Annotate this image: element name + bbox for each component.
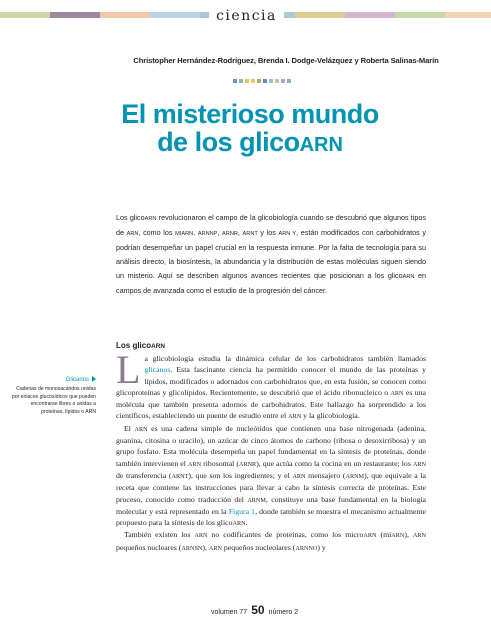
abstract-text: revolucionaron el campo de la glicobiología cuando se descubrió que algunos tipos de [116,213,426,237]
title-line-1: El misterioso mundo [121,99,379,129]
body-text: pequeños nucleares ( [116,542,182,552]
section-label: ciencia [209,8,284,25]
body-text: ribosomal ( [201,458,239,468]
body-text: ), que equivale a la receta que contiene las instrucciones para llevar a cabo la síntesis correcta de proteínas. Este proceso, conocido como traducción del [116,470,426,504]
body-acronym: ARNM [345,472,365,480]
body-paragraph [116,423,426,530]
body-acronym: ARN [232,520,246,528]
square-mark [251,79,255,83]
header-rule-segment [445,12,491,18]
glossary-term [10,376,96,384]
body-text: ) y [317,542,326,552]
body-text: y la glicobiología. [301,411,360,421]
body-text: , constituye una base fundamental en la biología molecular y está representado en la [116,494,426,516]
title-line-2-acronym: ARN [299,134,343,156]
body-acronym: ARN [188,460,202,468]
abstract-text: en campos de avanzada como el estudio de la progresión del cáncer. [116,271,426,295]
abstract-text: , [193,228,198,237]
body-acronym: ARNM [247,496,266,504]
body-text: es una cadena simple de nucleótidos que contienen una base nitrogenada (adenina, guanina, citosina o uracilo), un azúcar de cinco átomos de carbono (ribosa o desoxirribosa) y un grupo fosfato. Esta molécula desempeña un papel fundamental en la síntesis de proteínas, donde también intervienen el [116,423,426,468]
body-acronym: ARN [391,532,405,540]
article-body [116,347,427,554]
square-mark [269,79,273,83]
header-rule-segment [395,12,445,18]
header-rule-segment [100,12,150,18]
body-text: (mi [376,530,392,540]
abstract-text: , [217,228,223,237]
body-acronym: ARNNO [295,544,318,552]
abstract-acronym: ARNR [222,231,238,237]
body-acronym: ARNR [238,460,257,468]
page-footer [211,603,298,617]
heading-text: Los glico [116,341,152,350]
body-acronym: ARN [390,389,404,397]
abstract-acronym: ARNT [242,231,258,237]
drop-cap: L [116,347,141,392]
square-mark [275,79,279,83]
abstract-acronym: ARN [144,216,157,222]
abstract-text: y los [257,228,279,237]
body-acronym: ARN [412,532,426,540]
body-acronym: ARN [288,413,302,421]
abstract-acronym: ARN [126,231,139,237]
body-text: También existen los [124,530,195,540]
arrow-right-icon [92,376,96,382]
body-text: ), que actúa como la cocina en un restaurante; los [256,458,413,468]
body-text: de transferencia ( [116,470,172,480]
body-paragraph [116,529,426,554]
body-acronym: ARN [208,544,222,552]
body-text: no codificantes de proteínas, como los micro [207,530,364,540]
header-rule-segment [0,12,50,18]
glossary-link[interactable]: glicanos [144,365,171,375]
page-number: 50 [251,603,265,617]
body-acronym: ARN [194,532,208,540]
glossary-term-text: Glicanos [65,377,89,383]
square-mark [245,79,249,83]
article-title [100,100,400,159]
body-acronym: ARN [292,472,306,480]
body-text: es una molécula que también presenta adornos de carbohidratos. Este hallazgo ha sorprendido a los científicos, estableciendo un puente de estudio entre el [116,387,426,421]
square-mark [233,79,237,83]
glossary-sidebar [10,376,96,416]
body-acronym: ARNT [171,472,189,480]
square-mark [263,79,267,83]
issue-number-label: número 2 [268,609,299,616]
body-text: . Esta fascinante ciencia ha permitido conocer el mundo de las proteínas y lípidos, modificados o adornados con carbohidratos que, en esta fusión, se conocen como glicoproteínas y glicolípidos. Recientemente, se descubrió que el ácido ribonucleico o [116,365,426,397]
abstract-acronym: MIARN [175,231,194,237]
header-rule-segment [345,12,395,18]
title-line-2 [100,128,400,159]
volume-label: volumen 77 [211,609,248,616]
abstract-text: , como los [138,228,176,237]
abstract-acronym: ARN [402,274,415,280]
square-mark [287,79,291,83]
body-text: . [245,518,248,528]
article-authors: Christopher Hernández-Rodríguez, Brenda I. Dodge-Velázquez y Roberta Salinas-Marín [133,56,439,65]
glossary-definition: Cadenas de monosacáridos unidas por enlaces glucosídicos que pueden encontrarse libres o unidas a proteínas, lípidos o ARN [11,386,96,415]
body-text: , donde también se muestra el mecanismo actualmente propuesto para la síntesis de los glico [116,506,426,528]
abstract-acronym: ARNNP [197,231,218,237]
square-mark [281,79,285,83]
header-rule-segment [295,12,345,18]
body-text: ), [404,530,413,540]
decorative-squares [233,79,291,83]
square-mark [239,79,243,83]
abstract-acronym: ARN Y [278,231,297,237]
body-text: pequeños nucleolares ( [221,542,296,552]
body-text: ), que son los ingredientes; y el [188,470,293,480]
heading-acronym: ARN [151,343,165,350]
header-rule-segment [50,12,100,18]
body-acronym: ARN [363,532,377,540]
abstract-text: , [237,228,243,237]
body-paragraph [116,347,426,423]
body-text: a glicobiología estudia la dinámica celular de los carbohidratos también llamados [144,354,426,363]
body-acronym: ARN [134,425,148,433]
abstract-text: , están modificados con carbohidratos y podrían desempeñar un papel crucial en la respuesta inmune. Por la falta de tecnología para su análisis directo, la biosíntesis, la abundancia y la distribución de estas moléculas siguen siendo un misterio. Aquí se describen algunos avances recientes que posicionan a los glico [116,228,426,280]
body-text: ), [202,542,209,552]
square-mark [257,79,261,83]
abstract-text: Los glico [116,213,145,222]
header-rule-segment [150,12,200,18]
article-abstract [116,211,426,298]
title-line-2-prefix: de los glico [157,127,300,157]
body-acronym: ARN [412,460,427,468]
figure-link[interactable]: Figura 1 [228,506,256,516]
body-text: mensajero ( [305,470,346,480]
body-text: El [124,423,135,433]
body-acronym: ARNSN [181,544,203,552]
